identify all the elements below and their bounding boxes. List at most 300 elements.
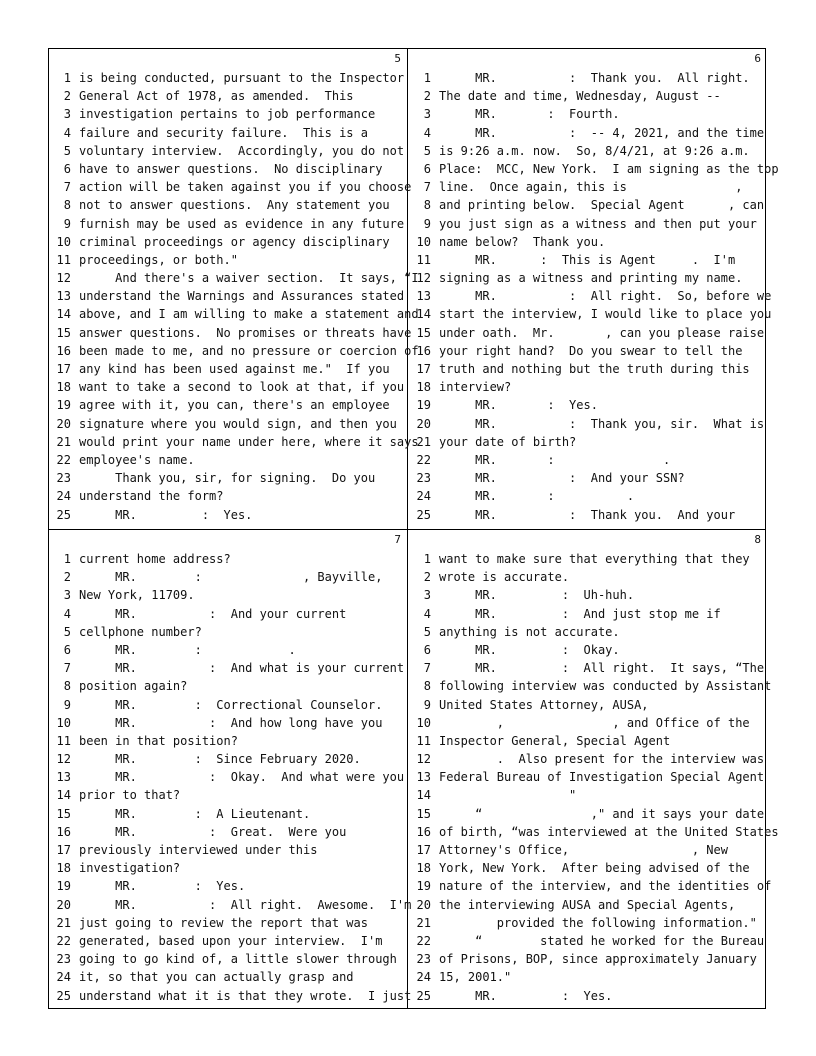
- line-text: 15, 2001.": [439, 970, 512, 985]
- line-text: previously interviewed under this: [79, 843, 318, 857]
- page-6: [409, 49, 779, 529]
- line-text: MR. : And your current: [79, 606, 347, 621]
- transcript-line: [409, 433, 767, 451]
- line-text: line. Once again, this is ,: [439, 180, 743, 195]
- line-number: 18: [416, 380, 431, 395]
- transcript-line: [409, 178, 767, 196]
- transcript-line: [409, 896, 767, 914]
- transcript-line: [409, 877, 772, 895]
- page-5: [49, 49, 419, 529]
- line-text: MR. : And how long have you: [79, 715, 383, 730]
- line-number: 20: [416, 897, 431, 912]
- line-number: 19: [416, 398, 431, 413]
- transcript-line: [409, 750, 767, 768]
- line-number: 25: [416, 507, 431, 522]
- line-text: furnish may be used as evidence in any future: [79, 216, 405, 231]
- line-number: 4: [63, 606, 71, 621]
- line-text: “ stated he worked for the Bureau: [439, 933, 765, 948]
- transcript-line: [409, 786, 767, 804]
- line-number: 21: [56, 434, 71, 449]
- transcript-line: [409, 987, 767, 1005]
- transcript-line: [409, 968, 767, 986]
- line-text: MR. : Uh-huh.: [439, 588, 635, 603]
- line-number: 17: [56, 843, 71, 857]
- line-text: generated, based upon your interview. I'm: [79, 933, 383, 948]
- line-number: 1: [63, 71, 71, 85]
- line-number: 23: [56, 471, 71, 486]
- transcript-line: [409, 360, 767, 378]
- line-text: name below? Thank you.: [439, 234, 606, 249]
- transcript-line: [49, 396, 407, 414]
- line-number: 20: [56, 416, 71, 431]
- line-number: 9: [63, 697, 71, 712]
- page-7: [49, 530, 412, 1010]
- line-text: and printing below. Special Agent , can: [439, 198, 765, 213]
- transcript-line: [409, 950, 767, 968]
- transcript-line: [49, 433, 419, 451]
- line-number: 3: [63, 588, 71, 603]
- line-number: 23: [416, 952, 431, 967]
- line-number: 13: [56, 770, 71, 785]
- line-number: 19: [56, 879, 71, 894]
- transcript-line: [49, 605, 407, 623]
- transcript-line: [409, 696, 767, 714]
- line-number: 4: [423, 606, 431, 621]
- transcript-line: [49, 360, 407, 378]
- line-number: 7: [423, 180, 431, 195]
- transcript-line: [49, 487, 407, 505]
- transcript-line: [409, 69, 767, 87]
- line-text: voluntary interview. Accordingly, you do not: [79, 143, 405, 158]
- transcript-line: [409, 932, 767, 950]
- transcript-line: [49, 932, 407, 950]
- transcript-line: [409, 641, 767, 659]
- line-number: 6: [423, 161, 431, 176]
- transcript-line: [49, 696, 407, 714]
- transcript-line: [409, 415, 767, 433]
- line-text: MR. : And just stop me if: [439, 606, 721, 621]
- transcript-line: [409, 469, 767, 487]
- transcript-sheet: [48, 48, 779, 1009]
- line-number: 25: [56, 507, 71, 522]
- line-number: 5: [423, 624, 431, 639]
- line-number: 2: [63, 89, 71, 104]
- page-lines: [49, 550, 412, 1005]
- transcript-line: [409, 287, 772, 305]
- line-number: 5: [63, 143, 71, 158]
- transcript-line: [409, 124, 767, 142]
- line-text: investigation?: [79, 861, 181, 876]
- line-text: following interview was conducted by Assistant: [439, 679, 772, 694]
- line-text: , , and Office of the: [439, 715, 750, 730]
- transcript-line: [409, 506, 767, 524]
- line-text: under oath. Mr. , can you please raise: [439, 325, 765, 340]
- line-text: The date and time, Wednesday, August --: [439, 89, 721, 104]
- transcript-line: [49, 805, 407, 823]
- line-text: MR. : Yes.: [439, 988, 613, 1003]
- transcript-line: [409, 586, 767, 604]
- line-number: 9: [63, 216, 71, 231]
- line-text: MR. : All right. Awesome. I'm: [79, 897, 412, 912]
- transcript-line: [49, 287, 407, 305]
- page-number: 8: [754, 533, 761, 546]
- transcript-line: [409, 378, 767, 396]
- line-number: 2: [423, 89, 431, 104]
- line-number: 5: [63, 624, 71, 639]
- line-text: employee's name.: [79, 452, 195, 467]
- transcript-line: [49, 550, 407, 568]
- transcript-line: [49, 87, 407, 105]
- line-text: have to answer questions. No disciplinary: [79, 161, 383, 176]
- line-text: interview?: [439, 380, 512, 395]
- line-number: 2: [423, 570, 431, 585]
- line-number: 25: [416, 988, 431, 1003]
- transcript-line: [49, 841, 407, 859]
- line-number: 21: [416, 915, 431, 930]
- line-text: failure and security failure. This is a: [79, 125, 368, 140]
- line-number: 14: [416, 788, 431, 803]
- transcript-line: [49, 786, 407, 804]
- page-number: 5: [394, 52, 401, 65]
- line-number: 15: [56, 325, 71, 340]
- line-text: . Also present for the interview was: [439, 752, 765, 767]
- line-text: understand the form?: [79, 489, 224, 504]
- transcript-line: [49, 768, 407, 786]
- line-text: York, New York. After being advised of the: [439, 861, 750, 876]
- transcript-line: [49, 178, 412, 196]
- line-text: been in that position?: [79, 733, 238, 748]
- page-number: 7: [394, 533, 401, 546]
- line-text: wrote is accurate.: [439, 570, 570, 585]
- line-text: Place: MCC, New York. I am signing as the top: [439, 161, 779, 176]
- transcript-line: [409, 859, 767, 877]
- transcript-line: [49, 641, 407, 659]
- line-number: 3: [63, 107, 71, 122]
- transcript-line: [49, 324, 412, 342]
- line-number: 14: [56, 307, 71, 322]
- transcript-line: [409, 233, 767, 251]
- line-text: just going to review the report that was: [79, 915, 368, 930]
- line-number: 12: [56, 271, 71, 286]
- transcript-line: [49, 568, 407, 586]
- transcript-line: [49, 677, 407, 695]
- line-text: MR. : Thank you. And your: [439, 507, 736, 522]
- line-text: Attorney's Office, , New: [439, 843, 728, 857]
- transcript-line: [409, 305, 772, 323]
- line-number: 3: [423, 107, 431, 122]
- line-text: MR. : Yes.: [79, 507, 253, 522]
- transcript-line: [49, 896, 412, 914]
- line-text: MR. : Thank you, sir. What is: [439, 416, 765, 431]
- line-number: 23: [416, 471, 431, 486]
- transcript-line: [49, 714, 407, 732]
- line-text: any kind has been used against me." If you: [79, 362, 390, 376]
- line-text: MR. : And what is your current: [79, 661, 405, 676]
- line-text: not to answer questions. Any statement you: [79, 198, 390, 213]
- line-number: 24: [416, 489, 431, 504]
- line-text: start the interview, I would like to place you: [439, 307, 772, 322]
- line-text: MR. : Thank you. All right.: [439, 71, 750, 85]
- line-text: investigation pertains to job performance: [79, 107, 376, 122]
- line-number: 10: [416, 234, 431, 249]
- line-number: 23: [56, 952, 71, 967]
- line-text: proceedings, or both.": [79, 252, 238, 267]
- line-number: 15: [56, 806, 71, 821]
- transcript-line: [409, 451, 767, 469]
- transcript-line: [49, 196, 407, 214]
- line-text: MR. : Okay. And what were you: [79, 770, 405, 785]
- line-text: MR. : , Bayville,: [79, 570, 383, 585]
- line-text: truth and nothing but the truth during this: [439, 362, 750, 376]
- line-text: above, and I am willing to make a statement and: [79, 307, 419, 322]
- transcript-line: [49, 251, 407, 269]
- line-number: 5: [423, 143, 431, 158]
- line-text: MR. : Great. Were you: [79, 824, 347, 839]
- line-text: your date of birth?: [439, 434, 577, 449]
- transcript-line: [409, 805, 767, 823]
- transcript-line: [409, 251, 767, 269]
- line-text: would print your name under here, where it says: [79, 434, 419, 449]
- line-number: 1: [423, 71, 431, 85]
- line-text: anything is not accurate.: [439, 624, 620, 639]
- transcript-line: [49, 987, 412, 1005]
- transcript-line: [49, 506, 407, 524]
- transcript-line: [49, 305, 419, 323]
- line-number: 4: [423, 125, 431, 140]
- transcript-line: [409, 342, 767, 360]
- line-text: MR. : Okay.: [439, 642, 620, 657]
- transcript-line: [49, 69, 407, 87]
- line-text: Inspector General, Special Agent: [439, 733, 671, 748]
- line-number: 22: [56, 452, 71, 467]
- line-number: 24: [56, 970, 71, 985]
- line-number: 8: [63, 679, 71, 694]
- line-text: nature of the interview, and the identities of: [439, 879, 772, 894]
- line-number: 3: [423, 588, 431, 603]
- line-number: 10: [416, 715, 431, 730]
- line-number: 18: [56, 380, 71, 395]
- line-text: action will be taken against you if you choose: [79, 180, 412, 195]
- line-text: MR. : .: [439, 489, 635, 504]
- line-number: 21: [56, 915, 71, 930]
- line-number: 14: [56, 788, 71, 803]
- line-number: 15: [416, 325, 431, 340]
- transcript-line: [49, 160, 407, 178]
- page-lines: [409, 550, 779, 1005]
- line-number: 16: [416, 343, 431, 358]
- transcript-line: [49, 823, 407, 841]
- transcript-line: [49, 124, 407, 142]
- page-8: [409, 530, 779, 1010]
- line-text: MR. : Correctional Counselor.: [79, 697, 383, 712]
- line-number: 8: [423, 679, 431, 694]
- transcript-line: [49, 914, 407, 932]
- line-number: 11: [416, 733, 431, 748]
- line-number: 20: [416, 416, 431, 431]
- line-text: position again?: [79, 679, 188, 694]
- line-number: 21: [416, 434, 431, 449]
- transcript-line: [49, 586, 407, 604]
- line-text: MR. : Yes.: [79, 879, 246, 894]
- line-text: General Act of 1978, as amended. This: [79, 89, 354, 104]
- transcript-line: [409, 623, 767, 641]
- transcript-line: [49, 732, 407, 750]
- line-text: MR. : And your SSN?: [439, 471, 685, 486]
- line-text: MR. : .: [79, 642, 296, 657]
- line-text: MR. : This is Agent . I'm: [439, 252, 736, 267]
- line-text: prior to that?: [79, 788, 181, 803]
- line-text: going to go kind of, a little slower through: [79, 952, 397, 967]
- line-number: 17: [416, 362, 431, 376]
- transcript-line: [49, 215, 407, 233]
- line-number: 22: [416, 933, 431, 948]
- transcript-line: [409, 823, 779, 841]
- transcript-line: [49, 451, 407, 469]
- line-text: “ ," and it says your date: [439, 806, 765, 821]
- line-number: 9: [423, 216, 431, 231]
- transcript-line: [409, 568, 767, 586]
- line-number: 10: [56, 715, 71, 730]
- transcript-line: [409, 215, 767, 233]
- transcript-line: [49, 950, 407, 968]
- line-text: agree with it, you can, there's an employee: [79, 398, 390, 413]
- line-number: 25: [56, 988, 71, 1003]
- line-number: 16: [416, 824, 431, 839]
- line-number: 9: [423, 697, 431, 712]
- line-text: want to take a second to look at that, if you: [79, 380, 405, 395]
- transcript-line: [409, 768, 767, 786]
- line-number: 4: [63, 125, 71, 140]
- transcript-line: [49, 269, 419, 287]
- line-text: criminal proceedings or agency disciplinary: [79, 234, 390, 249]
- line-text: you just sign as a witness and then put your: [439, 216, 757, 231]
- transcript-line: [49, 105, 407, 123]
- line-text: MR. : All right. So, before we: [439, 289, 772, 304]
- page-lines: [49, 69, 419, 524]
- transcript-line: [409, 142, 767, 160]
- page-lines: [409, 69, 779, 524]
- line-number: 19: [416, 879, 431, 894]
- line-number: 18: [416, 861, 431, 876]
- line-text: is 9:26 a.m. now. So, 8/4/21, at 9:26 a.m.: [439, 143, 750, 158]
- transcript-line: [409, 87, 767, 105]
- line-number: 22: [56, 933, 71, 948]
- transcript-line: [409, 605, 767, 623]
- line-text: And there's a waiver section. It says, “I: [79, 271, 419, 286]
- transcript-line: [49, 142, 407, 160]
- line-text: your right hand? Do you swear to tell the: [439, 343, 743, 358]
- line-text: understand what it is that they wrote. I just: [79, 988, 412, 1003]
- line-text: MR. : A Lieutenant.: [79, 806, 311, 821]
- transcript-line: [49, 233, 407, 251]
- line-number: 20: [56, 897, 71, 912]
- line-number: 16: [56, 343, 71, 358]
- line-text: cellphone number?: [79, 624, 202, 639]
- line-number: 24: [56, 489, 71, 504]
- transcript-line: [49, 968, 407, 986]
- transcript-line: [49, 877, 407, 895]
- line-number: 22: [416, 452, 431, 467]
- line-number: 11: [416, 252, 431, 267]
- transcript-line: [409, 841, 767, 859]
- transcript-line: [49, 659, 407, 677]
- line-number: 13: [416, 289, 431, 304]
- line-text: signature where you would sign, and then you: [79, 416, 397, 431]
- line-number: 13: [416, 770, 431, 785]
- transcript-line: [409, 105, 767, 123]
- line-text: MR. : Since February 2020.: [79, 752, 361, 767]
- line-number: 12: [416, 271, 431, 286]
- transcript-line: [49, 378, 407, 396]
- line-text: of birth, “was interviewed at the United States: [439, 824, 779, 839]
- line-text: it, so that you can actually grasp and: [79, 970, 354, 985]
- line-text: MR. : Fourth.: [439, 107, 620, 122]
- transcript-line: [49, 342, 419, 360]
- line-number: 18: [56, 861, 71, 876]
- line-number: 17: [416, 843, 431, 857]
- line-text: Federal Bureau of Investigation Special Agent: [439, 770, 765, 785]
- transcript-line: [409, 914, 767, 932]
- transcript-line: [49, 415, 407, 433]
- line-number: 1: [63, 552, 71, 566]
- line-number: 6: [63, 161, 71, 176]
- transcript-line: [409, 659, 767, 677]
- line-number: 14: [416, 307, 431, 322]
- line-number: 24: [416, 970, 431, 985]
- transcript-line: [49, 623, 407, 641]
- line-number: 10: [56, 234, 71, 249]
- transcript-line: [409, 269, 767, 287]
- line-number: 8: [63, 198, 71, 213]
- line-text: of Prisons, BOP, since approximately January: [439, 952, 757, 967]
- line-number: 12: [416, 752, 431, 767]
- line-text: the interviewing AUSA and Special Agents,: [439, 897, 736, 912]
- transcript-line: [49, 859, 407, 877]
- transcript-line: [409, 732, 767, 750]
- line-number: 19: [56, 398, 71, 413]
- line-text: United States Attorney, AUSA,: [439, 697, 649, 712]
- transcript-line: [409, 396, 767, 414]
- line-text: been made to me, and no pressure or coercion of: [79, 343, 419, 358]
- line-number: 15: [416, 806, 431, 821]
- transcript-line: [409, 677, 772, 695]
- transcript-line: [49, 750, 407, 768]
- line-text: New York, 11709.: [79, 588, 195, 603]
- transcript-line: [409, 487, 767, 505]
- line-text: is being conducted, pursuant to the Inspector: [79, 71, 405, 85]
- line-text: MR. : All right. It says, “The: [439, 661, 765, 676]
- line-number: 13: [56, 289, 71, 304]
- line-number: 16: [56, 824, 71, 839]
- line-text: answer questions. No promises or threats have: [79, 325, 412, 340]
- transcript-line: [409, 550, 767, 568]
- line-text: want to make sure that everything that they: [439, 552, 750, 566]
- line-number: 11: [56, 252, 71, 267]
- transcript-line: [409, 196, 767, 214]
- line-text: MR. : -- 4, 2021, and the time: [439, 125, 765, 140]
- transcript-line: [409, 324, 767, 342]
- line-number: 7: [63, 661, 71, 676]
- line-text: understand the Warnings and Assurances stated: [79, 289, 405, 304]
- line-number: 7: [63, 180, 71, 195]
- line-number: 2: [63, 570, 71, 585]
- line-number: 17: [56, 362, 71, 376]
- line-text: Thank you, sir, for signing. Do you: [79, 471, 376, 486]
- line-text: ": [439, 788, 577, 803]
- transcript-line: [49, 469, 407, 487]
- line-number: 6: [63, 642, 71, 657]
- transcript-line: [409, 714, 767, 732]
